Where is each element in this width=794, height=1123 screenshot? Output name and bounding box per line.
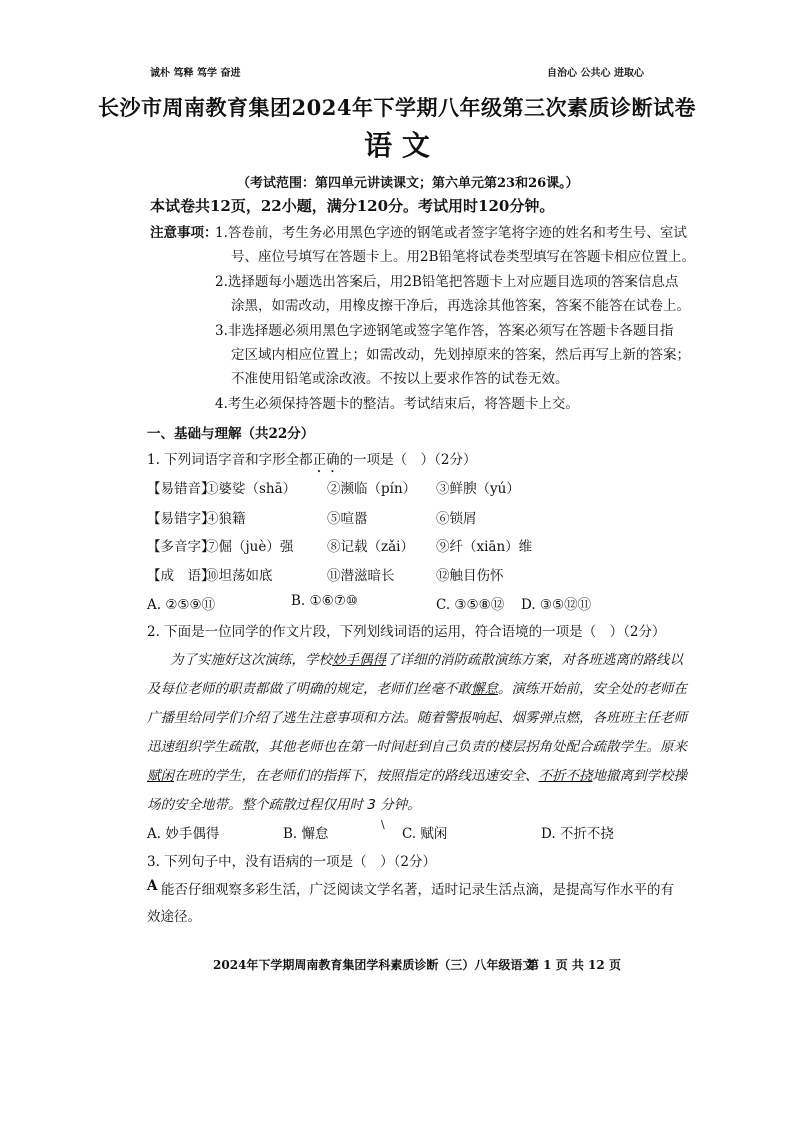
- exam-title: 长沙市周南教育集团2024年下学期八年级第三次素质诊断试卷: [98, 95, 696, 120]
- q1-row-item: ⑫触目伤怀: [436, 568, 504, 584]
- passage-text: 在班的学生，在老师们的指挥下，按照指定的路线迅速安全、: [174, 768, 539, 784]
- q1-row-item: ④狼籍: [205, 511, 246, 527]
- footer-exam-name: 2024年下学期周南教育集团学科素质诊断（三）八年级语文: [213, 958, 535, 972]
- note-3-line-3: 不准使用铅笔或涂改液。不按以上要求作答的试卷无效。: [231, 371, 569, 387]
- q2-option-c: C. 赋闲: [402, 826, 448, 842]
- notes-label: 注意事项：: [150, 225, 218, 241]
- q2-option-a: A. 妙手偶得: [147, 826, 220, 842]
- exam-scope: （考试范围：第四单元讲读课文；第六单元第23和26课。）: [237, 176, 579, 191]
- passage-text: 为了实施好这次演练，学校: [170, 652, 332, 668]
- passage-text: 及每位老师的职责都做了明确的规定，老师们丝毫不敢: [147, 681, 471, 697]
- passage-line: 广播里给同学们介绍了逃生注意事项和方法。随着警报响起、烟雾弹点燃，各班班主任老师: [147, 710, 687, 726]
- q1-row-item: ⑨纤（xiān）维: [436, 539, 533, 555]
- q1-stem-start: 1. 下列词语字音和字形全都: [147, 452, 313, 468]
- q3-option-a-line-1: 能否仔细观察多彩生活，广泛阅读文学名著，适时记录生活点滴，是提高写作水平的有: [161, 882, 674, 898]
- passage-text: 了详细的消防疏散演练方案，对各班逃离的路线以: [386, 652, 683, 668]
- note-1-line-2: 号、座位号填写在答题卡上。用2B铅笔将试卷类型填写在答题卡相应位置上。: [231, 249, 696, 265]
- passage-text: 。演练开始前，安全处的老师在: [498, 681, 687, 697]
- q1-row-item: ⑧记载（zǎi）: [327, 539, 414, 555]
- q1-row-tag: 【成 语】: [147, 568, 215, 584]
- passage-line: [147, 764, 687, 784]
- passage-line: [170, 648, 683, 668]
- section-1-heading: 一、基础与理解（共22分）: [147, 426, 315, 442]
- q3-option-a-line-2: 效途径。: [147, 909, 201, 925]
- note-2-line-2: 涂黑，如需改动，用橡皮擦干净后，再选涂其他答案，答案不能答在试卷上。: [231, 298, 690, 314]
- note-1-line-1: 1.答卷前，考生务必用黑色字迹的钢笔或者签字笔将字迹的姓名和考生号、室试: [215, 225, 687, 241]
- question-2-stem: 2. 下面是一位同学的作文片段，下列划线词语的运用，符合语境的一项是（ ）（2分）: [147, 624, 666, 640]
- q1-row-item: ①婆娑（shā）: [205, 481, 297, 497]
- q1-option-c: C. ③⑤⑧⑫: [436, 597, 505, 613]
- underlined-word: 妙手偶得: [332, 652, 386, 668]
- q1-option-a: A. ②⑤⑨⑪: [147, 597, 216, 613]
- q1-row-item: ⑥锁屑: [436, 511, 477, 527]
- q1-row-item: ②濒临（pín）: [327, 481, 417, 497]
- q3-option-a-label: A: [147, 878, 158, 894]
- q1-row-tag: 【易错字】: [147, 511, 215, 527]
- q1-option-d: D. ③⑤⑫⑪: [521, 597, 592, 613]
- passage-text: 地撤离到学校操: [592, 768, 687, 784]
- underlined-word: 不折不挠: [538, 768, 593, 784]
- exam-summary: 本试卷共12页，22小题，满分120分。考试用时120分钟。: [150, 197, 555, 215]
- q1-row-item: ⑦倔（juè）强: [205, 539, 294, 555]
- note-3-line-2: 定区域内相应位置上；如需改动，先划掉原来的答案，然后再写上新的答案；: [231, 347, 690, 363]
- note-2-line-1: 2.选择题每小题选出答案后，用2B铅笔把答题卡上对应题目选项的答案信息点: [215, 274, 679, 290]
- q2-option-d: D. 不折不挠: [541, 826, 614, 842]
- underlined-word: 懈怠: [471, 681, 498, 697]
- q1-row-item: ⑤喧嚣: [327, 511, 368, 527]
- footer-page-number: 第 1 页 共 12 页: [527, 958, 621, 972]
- note-3-line-1: 3.非选择题必须用黑色字迹钢笔或签字笔作答，答案必须写在答题卡各题目指: [215, 323, 674, 339]
- q1-row-tag: 【多音字】: [147, 539, 215, 555]
- underlined-word: 赋闲: [147, 768, 174, 784]
- q1-stem-end: 的一项是（ ）（2分）: [339, 452, 477, 468]
- passage-line: 迅速组织学生疏散，其他老师也在第一时间赶到自己负责的楼层拐角处配合疏散学生。原来: [147, 739, 687, 755]
- q2-option-b: B. 懈怠: [283, 826, 329, 842]
- q1-row-item: ⑩坦荡如底: [205, 568, 273, 584]
- q1-row-item: ⑪潜滋暗长: [327, 568, 395, 584]
- q1-option-b: B. ①⑥⑦⑩: [291, 593, 358, 609]
- header-right-motto: 自治心 公共心 进取心: [547, 68, 644, 79]
- subject-title: 语 文: [364, 129, 430, 162]
- passage-line: [147, 677, 687, 697]
- q1-row-tag: 【易错音】: [147, 481, 215, 497]
- q1-row-item: ③鲜腴（yú）: [436, 481, 520, 497]
- note-4: 4.考生必须保持答题卡的整洁。考试结束后，将答题卡上交。: [215, 396, 579, 412]
- header-left-motto: 诚朴 笃释 笃学 奋进: [150, 68, 241, 79]
- question-3-stem: 3. 下列句子中，没有语病的一项是（ ）（2分）: [147, 854, 437, 870]
- q1-stem-emphasis: 正确: [312, 452, 340, 468]
- passage-line: 场的安全地带。整个疏散过程仅用时 3 分钟。: [147, 797, 421, 813]
- question-1-stem: [147, 448, 477, 476]
- stray-mark: \: [381, 818, 385, 831]
